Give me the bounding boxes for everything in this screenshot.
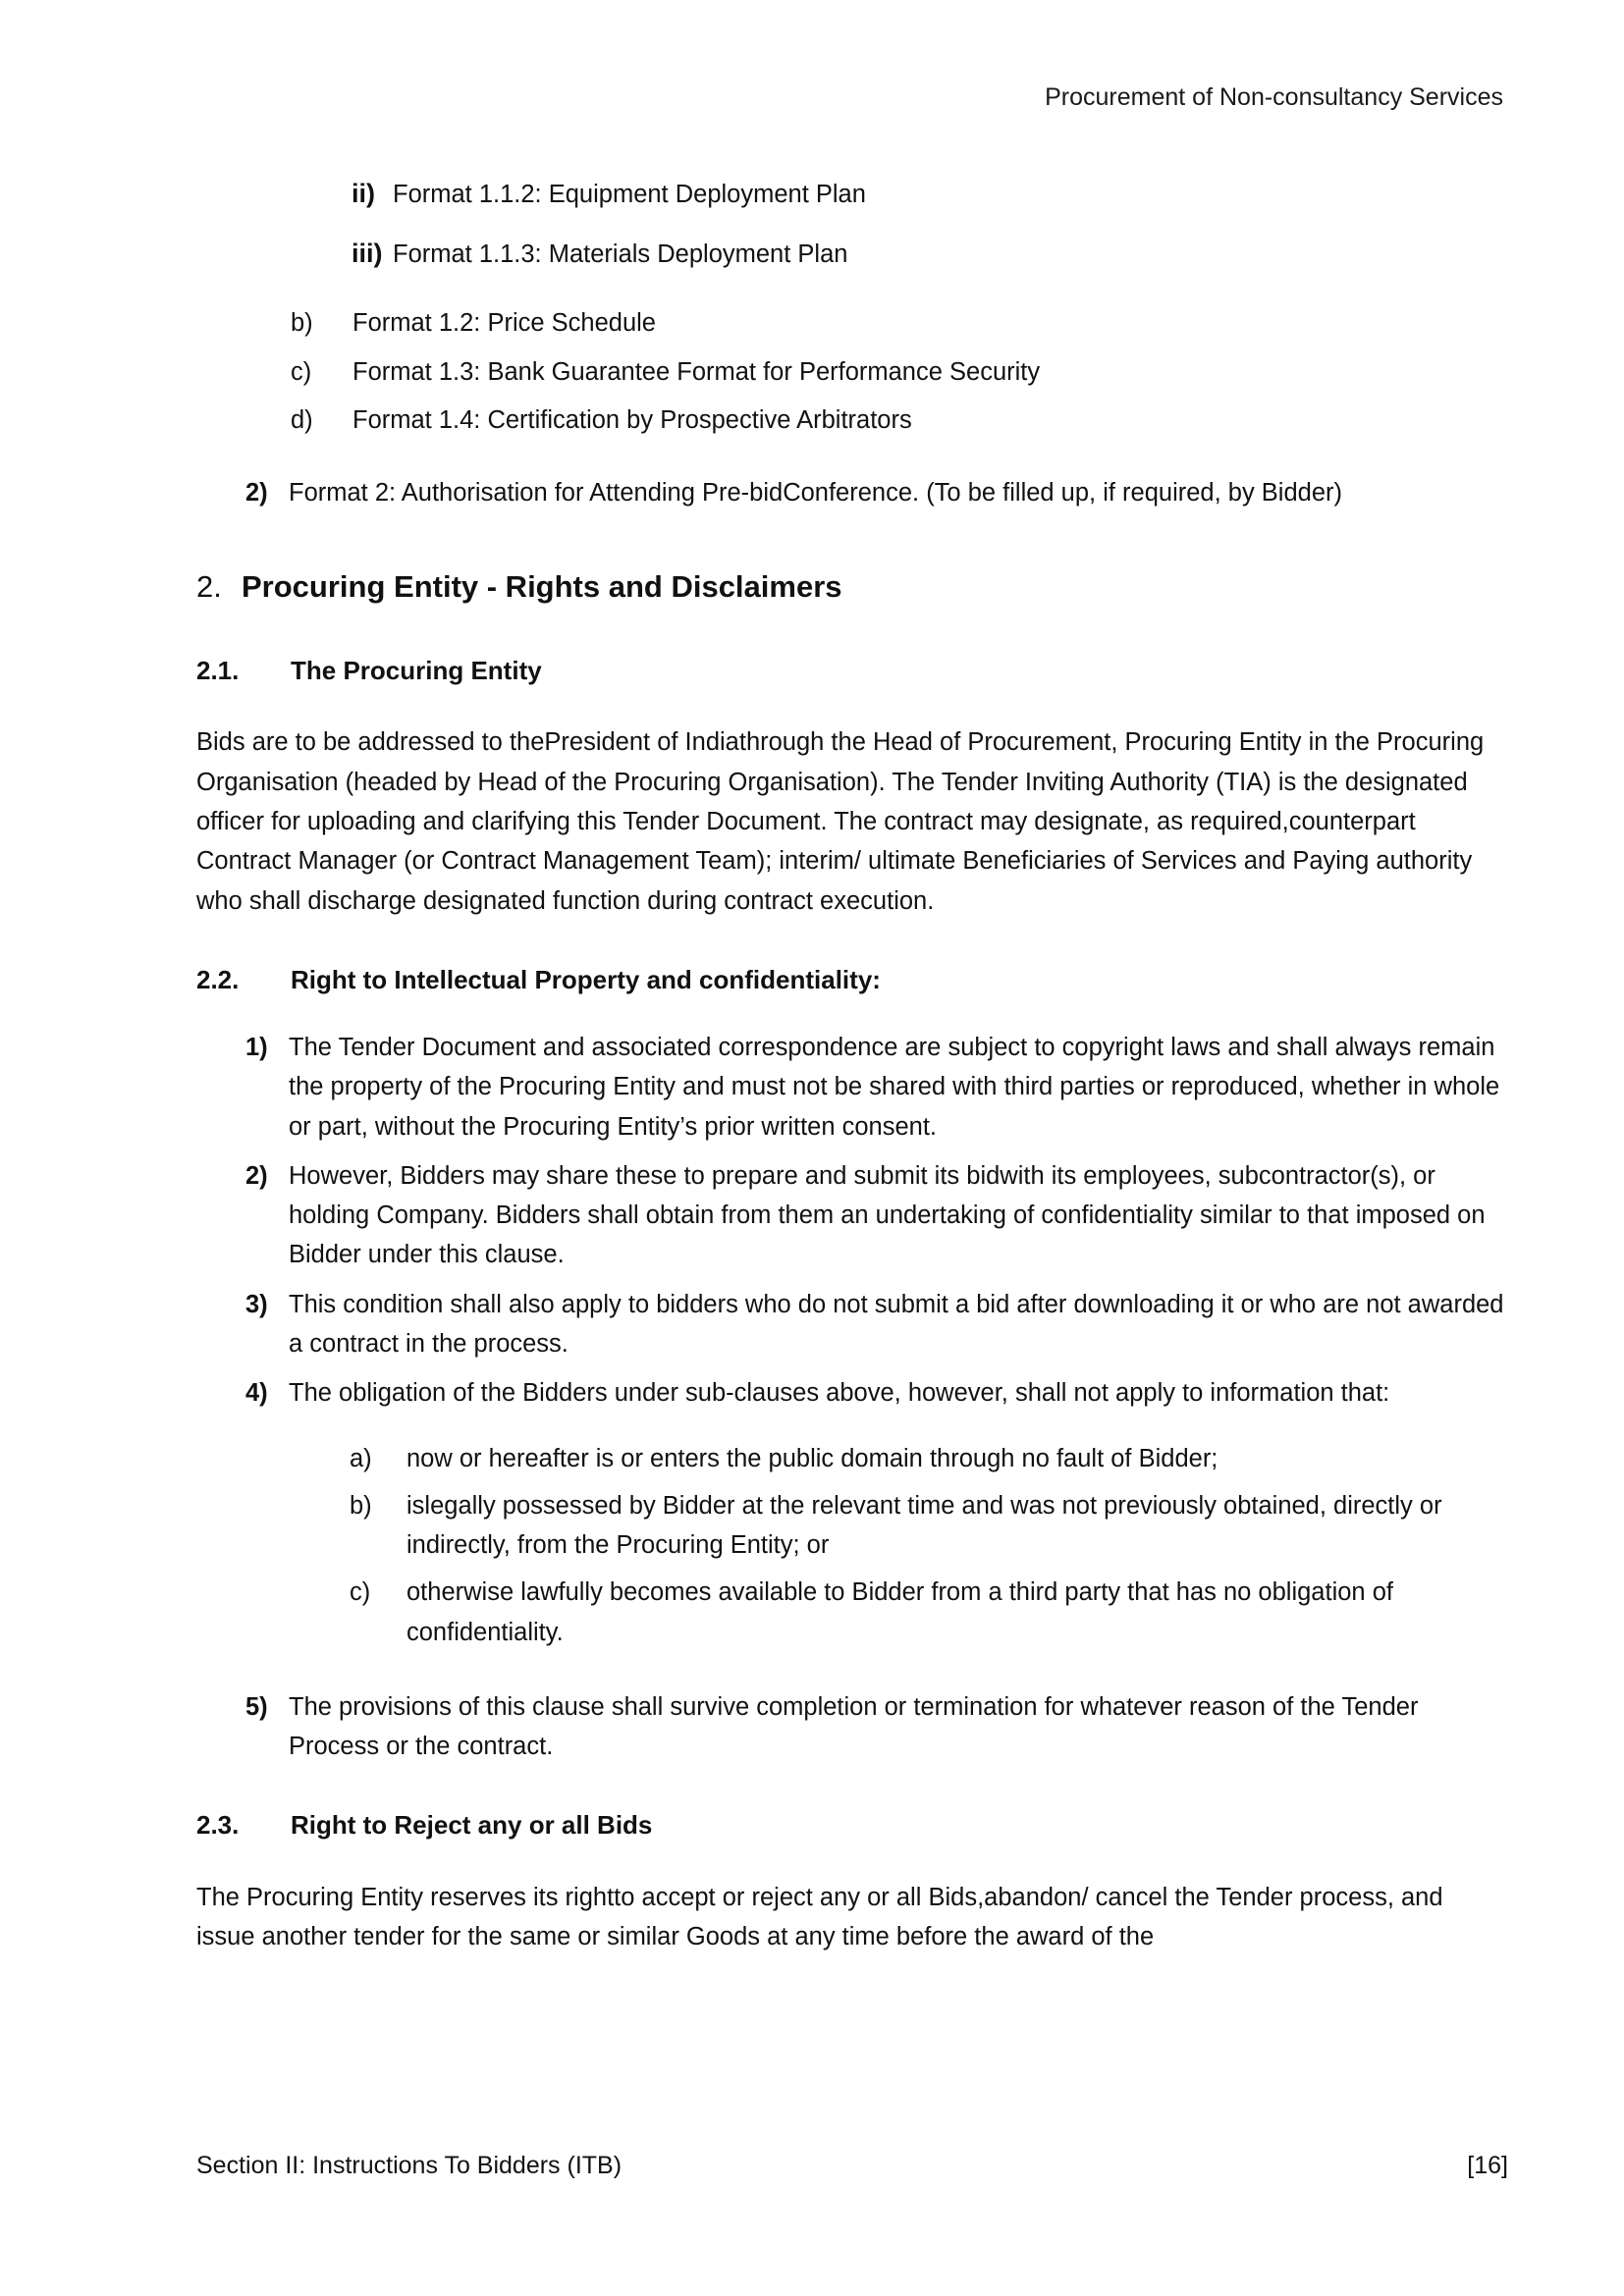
sub-heading-title: Right to Intellectual Property and confidentiality:: [291, 964, 881, 994]
paragraph-2-3: The Procuring Entity reserves its rightto accept or reject any or all Bids,abandon/ cancel the Tender process, and issue another tender for the same or similar Goods at any time before the award of the: [196, 1883, 1443, 1950]
list-item: [352, 173, 1508, 215]
list-text: islegally possessed by Bidder at the relevant time and was not previously obtained, directly or indirectly, from the Procuring Entity; or: [406, 1491, 1442, 1560]
list-item: [291, 400, 1508, 440]
list-marker: ii): [352, 179, 375, 208]
section-title: Procuring Entity - Rights and Disclaimers: [242, 569, 842, 605]
list-marker: a): [350, 1444, 372, 1472]
list-text: now or hereafter is or enters the public domain through no fault of Bidder;: [406, 1444, 1218, 1472]
list-item: [350, 1486, 1508, 1566]
list-text: Format 1.2: Price Schedule: [352, 309, 656, 338]
sub-heading-number: 2.2.: [196, 964, 240, 994]
page-number: [16]: [1467, 2152, 1508, 2179]
list-text: The provisions of this clause shall survive completion or termination for whatever reason of the Tender Process or the contract.: [289, 1692, 1419, 1761]
list-marker: c): [350, 1578, 371, 1607]
roman-list: [352, 173, 1508, 274]
list-text: Format 2: Authorisation for Attending Pre-bidConference. (To be filled up, if required, by Bidder): [289, 479, 1342, 507]
sub-heading-number: 2.1.: [196, 656, 240, 686]
list-item: [350, 1439, 1508, 1478]
list-text: This condition shall also apply to bidders who do not submit a bid after downloading it or who are not awarded a contract in the process.: [289, 1290, 1504, 1358]
list-text: The Tender Document and associated correspondence are subject to copyright laws and shall always remain the property of the Procuring Entity and must not be shared with third parties or reproduced, whether in whole or part, without the Procuring Entity’s prior written consent.: [289, 1033, 1500, 1141]
list-marker: b): [291, 309, 313, 338]
list-text: However, Bidders may share these to prepare and submit its bidwith its employees, subcontractor(s), or holding Company. Bidders shall obtain from them an undertaking of confidentiality similar to that imposed on Bidder under this clause.: [289, 1161, 1486, 1269]
list-marker: 2): [245, 1161, 268, 1190]
list-item: [352, 233, 1508, 275]
list-text: Format 1.1.3: Materials Deployment Plan: [393, 240, 848, 268]
list-item: [245, 1028, 1508, 1147]
inner-alpha-list: [350, 1439, 1508, 1652]
sub-heading-2-1: [196, 651, 1508, 691]
sub-heading-number: 2.3.: [196, 1810, 240, 1841]
list-marker: 1): [245, 1033, 268, 1061]
list-item: [245, 1285, 1508, 1364]
section-number: 2.: [196, 569, 222, 605]
list-marker: 4): [245, 1379, 268, 1408]
list-text: otherwise lawfully becomes available to Bidder from a third party that has no obligation of confidentiality.: [406, 1578, 1393, 1646]
list-marker: c): [291, 357, 312, 386]
section-heading-2: [196, 563, 1508, 612]
page-footer: [196, 2152, 1508, 2180]
list-marker: d): [291, 405, 313, 434]
format2-list: [245, 473, 1508, 512]
list-text: Format 1.4: Certification by Prospective Arbitrators: [352, 405, 912, 434]
list-marker: 5): [245, 1692, 268, 1721]
list-item: [350, 1573, 1508, 1652]
sub-heading-title: Right to Reject any or all Bids: [291, 1810, 653, 1841]
list-marker: 3): [245, 1290, 268, 1318]
paragraph-2-1: Bids are to be addressed to thePresident of Indiathrough the Head of Procurement, Procuring Entity in the Procuring Organisation (headed by Head of the Procuring Organisation). The Tender Inviting Authority (TIA) is the designated officer for uploading and clarifying this Tender Document. The contract may designate, as required,counterpart Contract Manager (or Contract Management Team); interim/ ultimate Beneficiaries of Services and Paying authority who shall discharge designated function during contract execution.: [196, 728, 1485, 915]
list-marker: b): [350, 1491, 372, 1520]
list-marker: 2): [245, 479, 268, 507]
list-item: [245, 1156, 1508, 1275]
list-item: [291, 303, 1508, 343]
list-text-group: [289, 1373, 1508, 1678]
list-item: [245, 1373, 1508, 1678]
sub-heading-title: The Procuring Entity: [291, 656, 542, 686]
sub-heading-2-2: [196, 960, 1508, 1000]
alpha-list: [291, 303, 1508, 440]
footer-section-label: Section II: Instructions To Bidders (ITB): [196, 2152, 623, 2179]
page-header: Procurement of Non-consultancy Services: [1045, 83, 1503, 111]
list-item: [245, 473, 1508, 512]
list-item: [245, 1687, 1508, 1767]
clause-list-2-2: [245, 1028, 1508, 1767]
list-marker: iii): [352, 238, 383, 268]
list-text: Format 1.3: Bank Guarantee Format for Performance Security: [352, 357, 1041, 386]
sub-heading-2-3: [196, 1805, 1508, 1845]
list-item: [291, 352, 1508, 392]
list-text: Format 1.1.2: Equipment Deployment Plan: [393, 181, 866, 208]
list-text: The obligation of the Bidders under sub-clauses above, however, shall not apply to information that:: [289, 1379, 1390, 1408]
document-body: [196, 173, 1508, 1956]
